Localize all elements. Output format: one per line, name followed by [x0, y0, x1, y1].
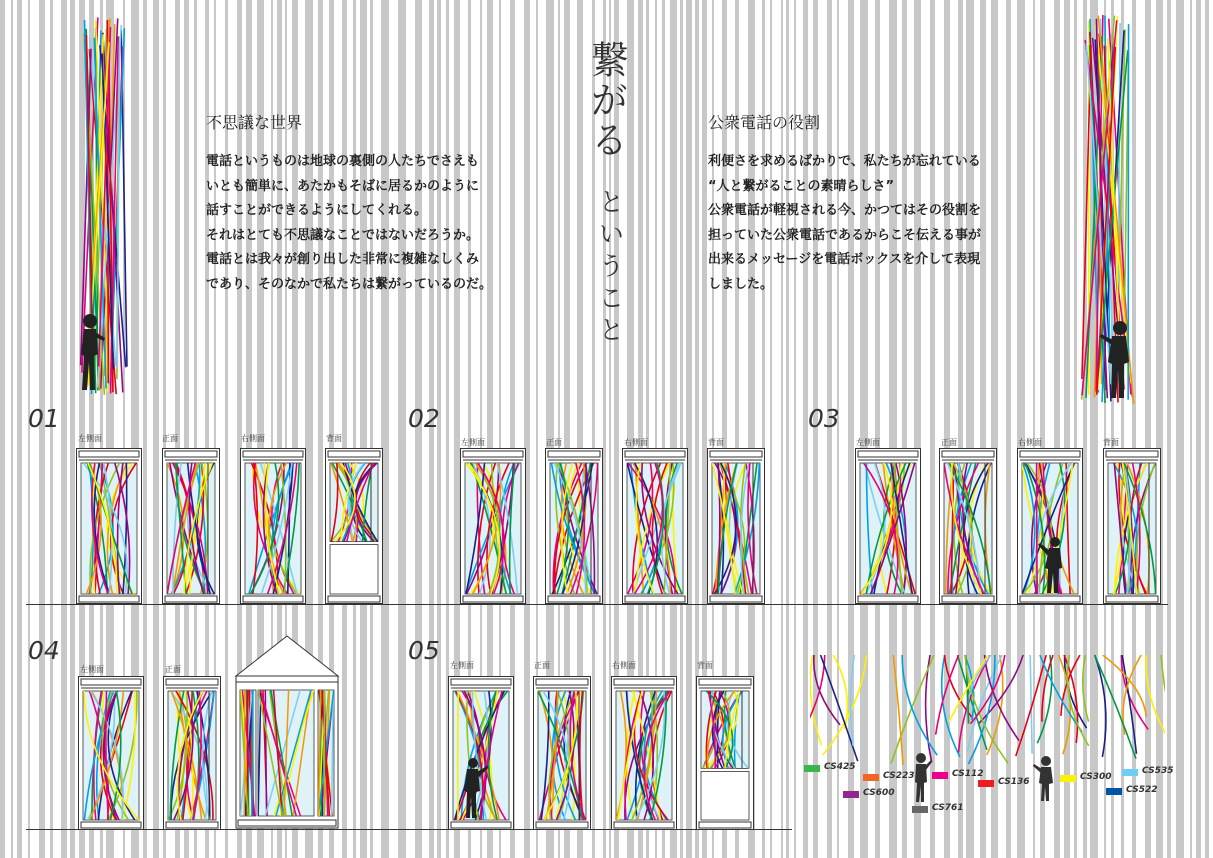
phone-booth: [163, 676, 221, 830]
phone-booth-house-shaped: [234, 634, 340, 830]
color-code-label: CS522: [1126, 785, 1158, 795]
view-label-back: 背面: [326, 434, 342, 443]
view-label-front: 正面: [941, 438, 957, 447]
view-label-right: 右側面: [624, 438, 648, 447]
color-code-label: CS223: [883, 771, 915, 781]
view-label-left: 左側面: [80, 665, 104, 674]
view-label-back: 背面: [697, 661, 713, 670]
view-label-back: 背面: [708, 438, 724, 447]
left-line: それはとても不思議なことではないだろうか。: [206, 227, 480, 243]
right-line: しました。: [708, 276, 774, 292]
figure-silhouette-legend-1: [912, 752, 932, 804]
phone-booth: [1103, 448, 1161, 604]
view-label-front: 正面: [165, 665, 181, 674]
right-line: 出来るメッセージを電話ボックスを介して表現: [708, 252, 981, 267]
phone-booth: [545, 448, 603, 604]
color-swatch: [1106, 788, 1122, 795]
color-swatch: [863, 774, 879, 781]
view-label-right: 右側面: [612, 661, 636, 670]
phone-booth: [533, 676, 591, 830]
right-section-body: [708, 150, 981, 297]
right-line: 利便さを求めるばかりで、私たちが忘れている: [708, 154, 981, 169]
child-silhouette-left: [78, 312, 106, 392]
phone-booth: [611, 676, 677, 830]
phone-booth: [78, 676, 144, 830]
color-swatch: [978, 780, 994, 787]
view-label-right: 右側面: [1018, 438, 1042, 447]
left-line: いとも簡単に、あたかもそばに居るかのように: [206, 178, 480, 194]
view-label-back: 背面: [1103, 438, 1119, 447]
color-swatch: [1060, 775, 1076, 782]
phone-booth: [76, 448, 142, 604]
color-swatch: [932, 772, 948, 779]
color-swatch: [804, 765, 820, 772]
phone-booth: [325, 448, 383, 604]
design-number-01: 01: [28, 404, 60, 433]
color-code-label: CS600: [863, 788, 895, 798]
hanging-lines-illustration: [810, 655, 1165, 765]
view-label-right: 右側面: [241, 434, 265, 443]
color-code-label: CS136: [998, 777, 1030, 787]
left-section-heading: 不思議な世界: [206, 113, 303, 132]
ground-line-row1: [26, 604, 1168, 605]
view-label-front: 正面: [534, 661, 550, 670]
design-number-02: 02: [408, 404, 440, 433]
right-line: 担っていた公衆電話であるからこそ伝える事が: [708, 227, 982, 243]
design-number-05: 05: [408, 636, 440, 665]
design-number-04: 04: [28, 636, 60, 665]
view-label-left: 左側面: [856, 438, 880, 447]
main-title: 繋がる: [584, 40, 628, 160]
left-line: 電話とは我々が創り出した非常に複雑なしくみ: [206, 252, 480, 267]
right-line: 公衆電話が軽視される今、かつてはその役割を: [708, 203, 982, 218]
left-line: 話すことができるようにしてくれる。: [206, 203, 428, 218]
color-swatch: [1122, 769, 1138, 776]
view-label-left: 左側面: [450, 661, 474, 670]
phone-booth: [240, 448, 306, 604]
phone-booth: [939, 448, 997, 604]
left-section-body: [206, 150, 492, 297]
color-swatch: [912, 806, 928, 813]
phone-booth: [707, 448, 765, 604]
phone-booth: [162, 448, 220, 604]
left-line: であり、そのなかで私たちは繋がっているのだ。: [206, 276, 493, 292]
view-label-left: 左側面: [78, 434, 102, 443]
color-code-label: CS761: [932, 803, 964, 813]
right-line: “人と繋がることの素晴らしさ”: [708, 178, 895, 194]
view-label-front: 正面: [546, 438, 562, 447]
child-silhouette-in-booth-05: [462, 756, 488, 820]
sub-title: ということ: [594, 188, 624, 348]
phone-booth: [460, 448, 526, 604]
color-swatch: [843, 791, 859, 798]
phone-booth: [855, 448, 921, 604]
color-code-label: CS112: [952, 769, 984, 779]
color-code-label: CS535: [1142, 766, 1174, 776]
left-line: 電話というものは地球の裏側の人たちでさえも: [206, 154, 479, 169]
figure-silhouette-legend-2: [1033, 755, 1055, 803]
phone-booth: [696, 676, 754, 830]
child-silhouette-right: [1098, 318, 1132, 400]
child-silhouette-in-booth-03: [1038, 535, 1064, 595]
color-code-label: CS300: [1080, 772, 1112, 782]
phone-booth: [622, 448, 688, 604]
view-label-left: 左側面: [461, 438, 485, 447]
color-code-label: CS425: [824, 762, 856, 772]
design-number-03: 03: [808, 404, 840, 433]
view-label-front: 正面: [162, 434, 178, 443]
right-section-heading: 公衆電話の役割: [708, 113, 821, 132]
